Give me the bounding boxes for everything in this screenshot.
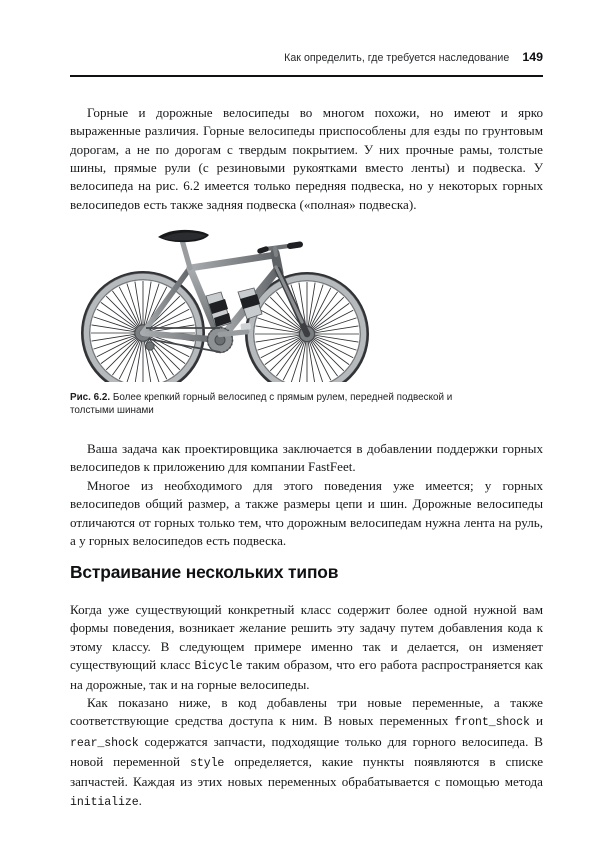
paragraph-intro: Горные и дорожные велосипеды во многом похожи, но имеют и ярко выраженные различия. Горные велосипеды приспособлены для езды по грунтовым дорогам, а не по дорогам с твердым покрытием. У них прочные рамы, толстые шины, прямые рули (с резиновыми рукоятками вместо ленты) и подвеска. У велосипеда на рис. 6.2 имеется только передняя подвеска, но у некоторых горных велосипедов есть также задняя подвеска («полная» подвеска). [70,105,543,212]
paragraph-behavior: Многое из необходимого для этого поведения уже имеется; у горных велосипедов общий размер, а также размеры цепи и шин. Дорожные велосипеды отличаются от горных только тем, что дорожным велосипедам нужна лента на руль, а у горных велосипедов есть подвеска. [70,478,543,549]
figure-caption-text: Более крепкий горный велосипед с прямым рулем, передней подвеской и толстыми шинами [70,392,453,417]
figure-caption [70,391,470,418]
figure-6-2 [70,222,543,418]
para-embed2-text-c: содержатся запчасти, подходящие только для горного велосипеда. В новой переменной [70,733,543,770]
code-style: style [190,757,225,771]
para-embed2-text-b: и [529,713,543,729]
code-rear-shock: rear_shock [70,736,139,750]
figure-label: Рис. 6.2. [70,392,111,403]
paragraph-embed-1 [70,601,543,695]
paragraph-task: Ваша задача как проектировщика заключается в добавлении поддержки горных велосипедов к приложению для компании FastFeet. [70,441,543,475]
code-initialize: initialize [70,795,139,809]
para-embed2-text-e: . [138,792,142,808]
para-embed2-text-d: определяется, какие пункты появляются в списке запчастей. Каждая из этих новых переменных обрабатывается с помощью метода [70,754,544,790]
section-heading: Встраивание нескольких типов [70,562,339,582]
header-divider [70,75,543,77]
running-head [70,50,543,64]
code-front-shock: front_shock [454,716,530,730]
para-embed1-text-a: Когда уже существующий конкретный класс содержит более одной нужной вам формы поведения, возникает желание решить эту задачу путем добавления кода к этому классу. В следующем примере именно так и делается, он изменяет существующий класс [70,602,543,673]
page-number: 149 [522,50,543,64]
para-embed2-text-a: Как показано ниже, в код добавлены три новые переменные, а также соответствующие средства доступа к ним. В новых переменных [70,695,543,729]
running-head-title: Как определить, где требуется наследование [284,52,510,64]
code-bicycle: Bicycle [194,660,243,674]
paragraph-embed-2 [70,694,543,812]
para-embed1-text-b: таким образом, что его работа распространяется как на дорожные, так и на горные велосипеды. [70,657,544,693]
bicycle-illustration [70,222,380,382]
